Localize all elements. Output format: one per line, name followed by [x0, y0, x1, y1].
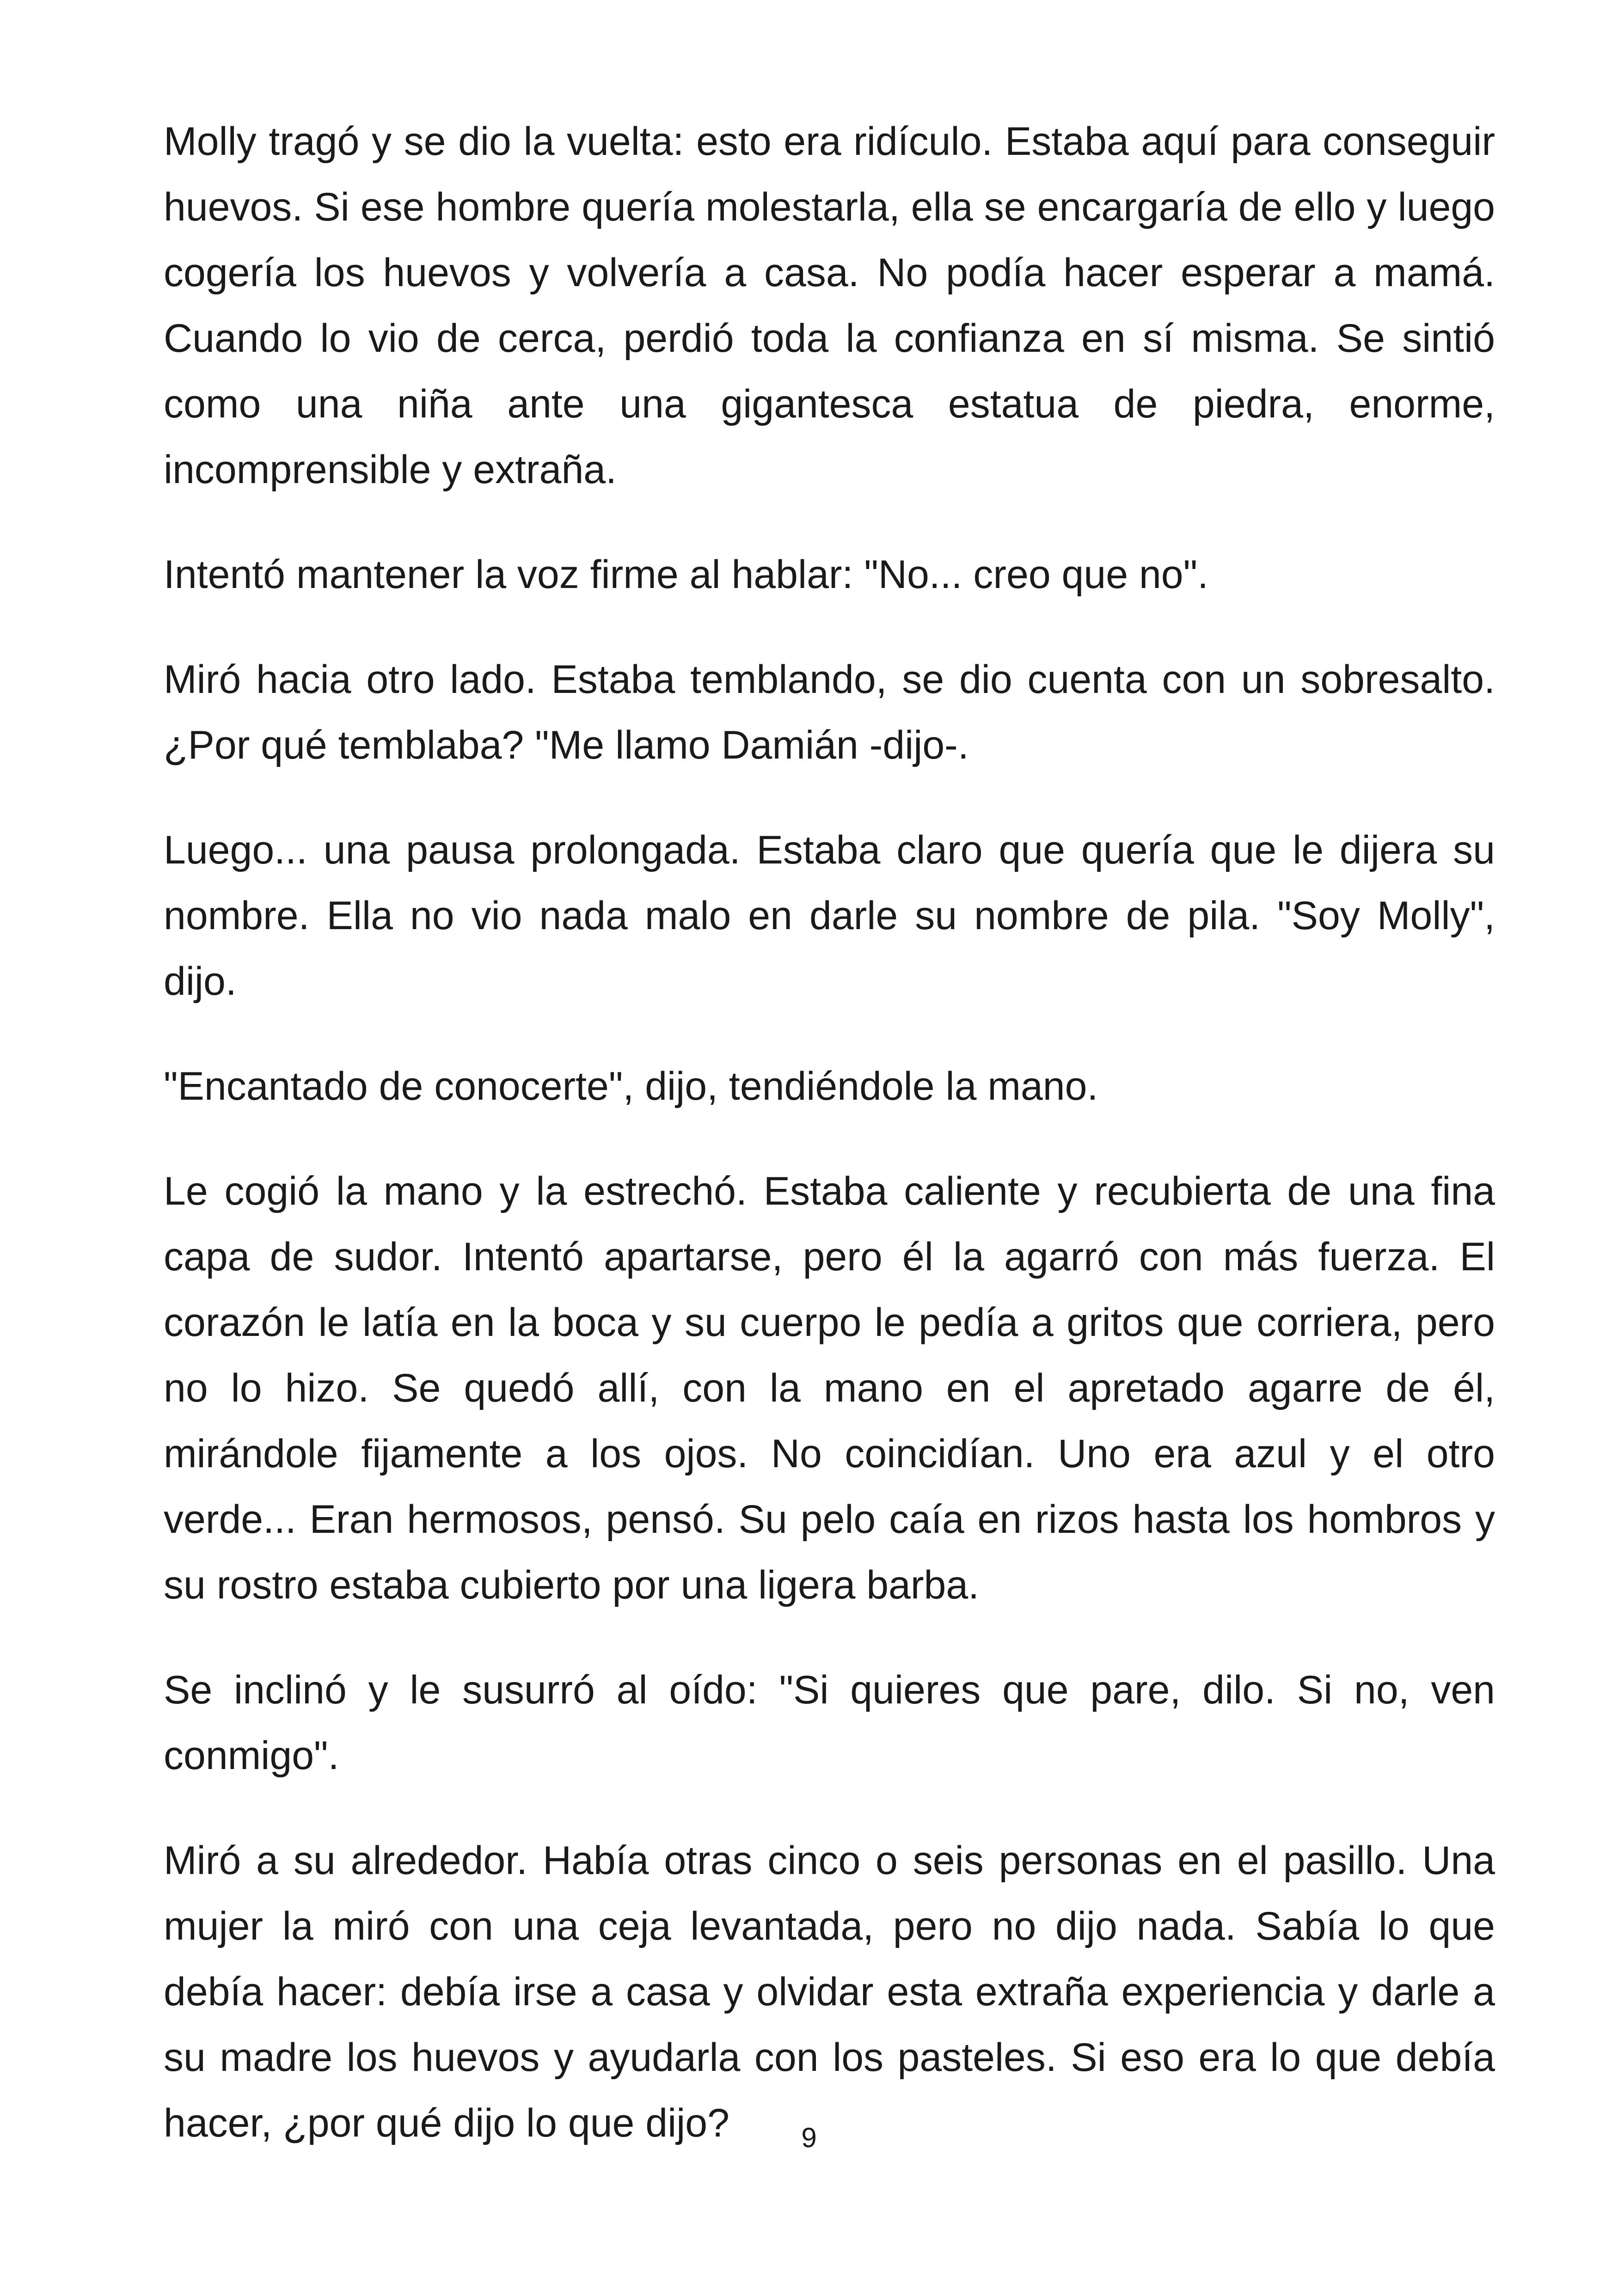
paragraph: Intentó mantener la voz firme al hablar: "No... creo que no".: [164, 552, 1209, 597]
paragraph: Le cogió la mano y la estrechó. Estaba caliente y recubierta de una fina capa de sudor. Intentó apartarse, pero él la agarró con más fuerza. El corazón le latía en la boca y su cuerpo le pedía a gritos que corriera, pero no lo hizo. Se quedó allí, con la mano en el apretado agarre de él, mirándole fijamente a los ojos. No coincidían. Uno era azul y el otro verde... Eran hermosos, pensó. Su pelo caía en rizos hasta los hombros y su rostro estaba cubierto por una ligera barba.: [164, 1169, 1495, 1607]
paragraph: Luego... una pausa prolongada. Estaba claro que quería que le dijera su nombre. Ella no vio nada malo en darle su nombre de pila. "Soy Molly", dijo.: [164, 828, 1495, 1004]
page-number: 9: [801, 2122, 817, 2153]
paragraph: Miró a su alrededor. Había otras cinco o seis personas en el pasillo. Una mujer la miró con una ceja levantada, pero no dijo nada. Sabía lo que debía hacer: debía irse a casa y olvidar esta extraña experiencia y darle a su madre los huevos y ayudarla con los pasteles. Si eso era lo que debía hacer, ¿por qué dijo lo que dijo?: [164, 1838, 1495, 2145]
paragraph: Se inclinó y le susurró al oído: "Si quieres que pare, dilo. Si no, ven conmigo".: [164, 1668, 1495, 1778]
paragraph: Miró hacia otro lado. Estaba temblando, se dio cuenta con un sobresalto. ¿Por qué temblaba? "Me llamo Damián -dijo-.: [164, 657, 1495, 767]
paragraph: "Encantado de conocerte", dijo, tendiéndole la mano.: [164, 1064, 1098, 1108]
body-text: [164, 109, 1495, 2195]
paragraph: Molly tragó y se dio la vuelta: esto era ridículo. Estaba aquí para conseguir huevos. Si ese hombre quería molestarla, ella se encargaría de ello y luego cogería los huevos y volvería a casa. No podía hacer esperar a mamá. Cuando lo vio de cerca, perdió toda la confianza en sí misma. Se sintió como una niña ante una gigantesca estatua de piedra, enorme, incomprensible y extraña.: [164, 119, 1495, 492]
